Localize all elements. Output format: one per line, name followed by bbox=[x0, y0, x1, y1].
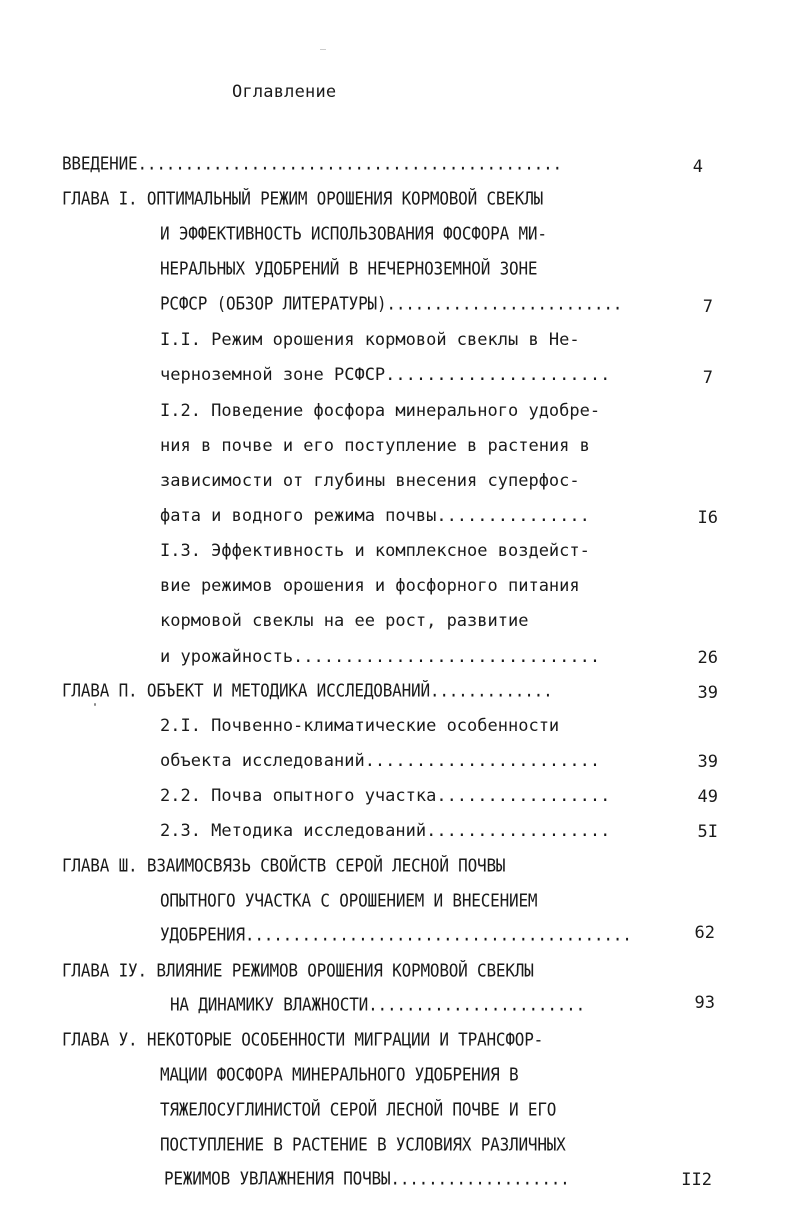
toc-page-number: 62 bbox=[694, 923, 715, 943]
toc-line: НЕРАЛЬНЫХ УДОБРЕНИЙ В НЕЧЕРНОЗЕМНОЙ ЗОНЕ bbox=[160, 257, 538, 280]
toc-line-chapter-1: ГЛАВА I. ОПТИМАЛЬНЫЙ РЕЖИМ ОРОШЕНИЯ КОРМОВОЙ СВЕКЛЫ bbox=[62, 187, 544, 210]
toc-line: ОПЫТНОГО УЧАСТКА С ОРОШЕНИЕМ И ВНЕСЕНИЕМ bbox=[160, 889, 538, 912]
toc-page-number: 7 bbox=[702, 297, 713, 317]
toc-line: ния в почве и его поступление в растения в bbox=[160, 436, 590, 456]
toc-line-section-2-3: 2.3. Методика исследований.................. bbox=[160, 821, 611, 841]
toc-line: объекта исследований....................... bbox=[160, 751, 601, 771]
toc-page-number: 26 bbox=[697, 648, 718, 668]
toc-line: фата и водного режима почвы............... bbox=[160, 506, 590, 526]
toc-line-introduction: ВВЕДЕНИЕ............................................. bbox=[62, 152, 562, 175]
toc-line-section-1-1: I.I. Режим орошения кормовой свеклы в Не- bbox=[160, 330, 580, 350]
toc-page-number: II2 bbox=[681, 1170, 712, 1190]
toc-line-chapter-3: ГЛАВА Ш. ВЗАИМОСВЯЗЬ СВОЙСТВ СЕРОЙ ЛЕСНОЙ ПОЧВЫ bbox=[62, 854, 506, 877]
toc-page-number: 7 bbox=[702, 368, 713, 388]
toc-page-number: 39 bbox=[697, 752, 718, 772]
toc-line: и урожайность.............................. bbox=[160, 647, 601, 667]
toc-line-section-1-2: I.2. Поведение фосфора минерального удобре- bbox=[160, 401, 601, 421]
toc-line: ТЯЖЕЛОСУГЛИНИСТОЙ СЕРОЙ ЛЕСНОЙ ПОЧВЕ И ЕГО bbox=[160, 1098, 557, 1121]
toc-line: МАЦИИ ФОСФОРА МИНЕРАЛЬНОГО УДОБРЕНИЯ В bbox=[160, 1063, 519, 1086]
toc-line-section-1-3: I.3. Эффективность и комплексное воздейст- bbox=[160, 541, 590, 561]
toc-line-chapter-4: ГЛАВА IУ. ВЛИЯНИЕ РЕЖИМОВ ОРОШЕНИЯ КОРМОВОЙ СВЕКЛЫ bbox=[62, 959, 534, 982]
toc-line: черноземной зоне РСФСР...................... bbox=[160, 365, 611, 385]
toc-page-number: 49 bbox=[697, 787, 718, 807]
toc-line: НА ДИНАМИКУ ВЛАЖНОСТИ....................... bbox=[170, 993, 586, 1016]
toc-line-chapter-5: ГЛАВА У. НЕКОТОРЫЕ ОСОБЕННОСТИ МИГРАЦИИ И ТРАНСФОР- bbox=[62, 1028, 544, 1051]
toc-page-number: 4 bbox=[692, 157, 703, 177]
toc-title: Оглавление bbox=[232, 82, 337, 102]
toc-page-number: 5I bbox=[697, 822, 718, 842]
toc-line: РСФСР (ОБЗОР ЛИТЕРАТУРЫ)......................... bbox=[160, 292, 623, 315]
toc-line: кормовой свеклы на ее рост, развитие bbox=[160, 611, 529, 631]
toc-line: зависимости от глубины внесения суперфос- bbox=[160, 471, 580, 491]
toc-line: И ЭФФЕКТИВНОСТЬ ИСПОЛЬЗОВАНИЯ ФОСФОРА МИ- bbox=[160, 222, 547, 245]
toc-line-section-2-1: 2.I. Почвенно-климатические особенности bbox=[160, 716, 560, 736]
scan-mark bbox=[320, 49, 326, 50]
toc-line-chapter-2: ГЛАВА П. ОБЪЕКТ И МЕТОДИКА ИССЛЕДОВАНИЙ............. bbox=[62, 679, 553, 702]
toc-line: РЕЖИМОВ УВЛАЖНЕНИЯ ПОЧВЫ................... bbox=[164, 1167, 570, 1190]
toc-line: УДОБРЕНИЯ......................................... bbox=[160, 923, 632, 946]
toc-line: ПОСТУПЛЕНИЕ В РАСТЕНИЕ В УСЛОВИЯХ РАЗЛИЧНЫХ bbox=[160, 1133, 566, 1156]
toc-page-number: I6 bbox=[697, 508, 718, 528]
toc-page-number: 39 bbox=[697, 683, 718, 703]
toc-line-section-2-2: 2.2. Почва опытного участка................. bbox=[160, 786, 611, 806]
toc-page-number: 93 bbox=[694, 993, 715, 1013]
toc-line: вие режимов орошения и фосфорного питания bbox=[160, 576, 580, 596]
